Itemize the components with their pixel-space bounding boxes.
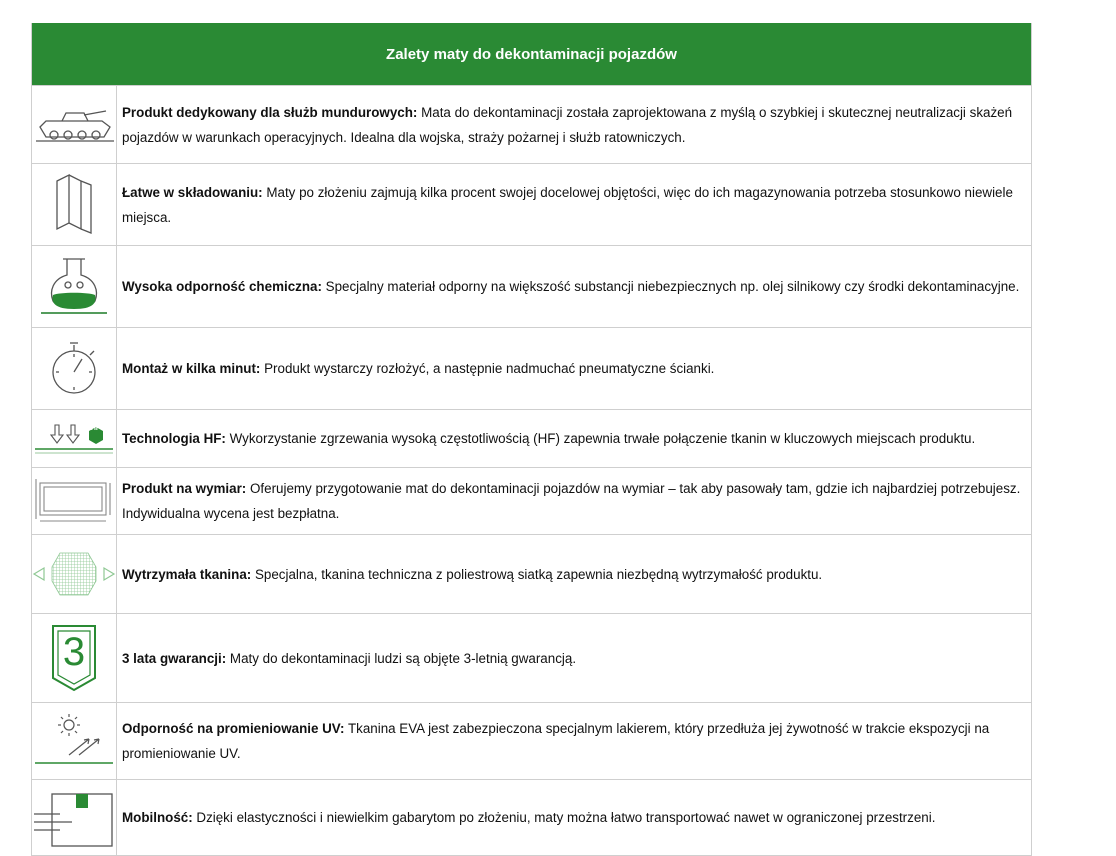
row-text: Specjalna, tkanina techniczna z poliestrową siatką zapewnia niezbędną wytrzymałość produktu. [251, 566, 823, 582]
table-row [32, 468, 1031, 535]
advantages-table [31, 23, 1032, 856]
table-row [32, 780, 1031, 856]
row-text: Wykorzystanie zgrzewania wysoką częstotliwością (HF) zapewnia trwałe połączenie tkanin w kluczowych miejscach produktu. [225, 431, 976, 446]
stopwatch-icon [32, 328, 117, 409]
row-label: Produkt dedykowany dla służb mundurowych: [122, 104, 418, 120]
fabric-mesh-icon [32, 535, 117, 613]
row-label: Montaż w kilka minut: [122, 361, 261, 376]
table-row [32, 535, 1031, 614]
row-text: Maty do dekontaminacji ludzi są objęte 3-letnią gwarancją. [226, 650, 577, 666]
row-text: Produkt wystarczy rozłożyć, a następnie nadmuchać pneumatyczne ścianki. [260, 361, 715, 376]
row-text: Dzięki elastyczności i niewielkim gabarytom po złożeniu, maty można łatwo transportować nawet w ograniczonej przestrzeni. [192, 810, 936, 825]
warranty-badge: 3 [62, 630, 86, 674]
row-label: Wytrzymała tkanina: [122, 566, 252, 582]
hf-badge: HF [90, 425, 101, 432]
table-header [32, 23, 1031, 86]
hf-welding-icon [32, 410, 117, 467]
row-label: Wysoka odporność chemiczna: [122, 279, 322, 294]
row-label: Odporność na promieniowanie UV: [122, 721, 345, 736]
folded-sheet-icon [32, 164, 117, 245]
table-row [32, 164, 1031, 246]
row-label: Produkt na wymiar: [122, 481, 247, 496]
row-text: Tkanina EVA jest zabezpieczona specjalnym lakierem, który przedłuża jej żywotność w trakcie ekspozycji na promieniowanie UV. [122, 721, 990, 761]
table-title: Zalety maty do dekontaminacji pojazdów [386, 45, 677, 63]
table-row [32, 328, 1031, 410]
row-label: Łatwe w składowaniu: [122, 184, 263, 200]
uv-sun-icon [32, 703, 117, 779]
transport-box-icon [32, 780, 117, 855]
table-row [32, 246, 1031, 328]
row-text: Maty po złożeniu zajmują kilka procent swojej docelowej objętości, więc do ich magazynowania potrzeba stosunkowo niewiele miejsca. [122, 184, 1013, 225]
table-row [32, 614, 1031, 703]
row-text: Specjalny materiał odporny na większość substancji niebezpiecznych np. olej silnikowy czy środki dekontaminacyjne. [321, 279, 1020, 294]
custom-size-icon [32, 468, 117, 534]
table-row [32, 410, 1031, 468]
chemical-flask-icon [32, 246, 117, 327]
table-row [32, 86, 1031, 164]
row-text: Oferujemy przygotowanie mat do dekontaminacji pojazdów na wymiar – tak aby pasowały tam, gdzie ich najbardziej potrzebujesz. Indywidualna wycena jest bezpłatna. [122, 481, 1021, 521]
warranty-shield-icon [32, 614, 117, 702]
row-label: Mobilność: [122, 810, 193, 825]
armored-vehicle-icon [32, 86, 117, 163]
table-row [32, 703, 1031, 780]
row-label: Technologia HF: [122, 431, 226, 446]
row-label: 3 lata gwarancji: [122, 650, 227, 666]
row-text: Mata do dekontaminacji została zaprojektowana z myślą o szybkiej i skutecznej neutralizacji skażeń pojazdów w warunkach operacyjnych. Idealna dla wojska, straży pożarnej i służb ratowniczych. [122, 104, 1013, 145]
